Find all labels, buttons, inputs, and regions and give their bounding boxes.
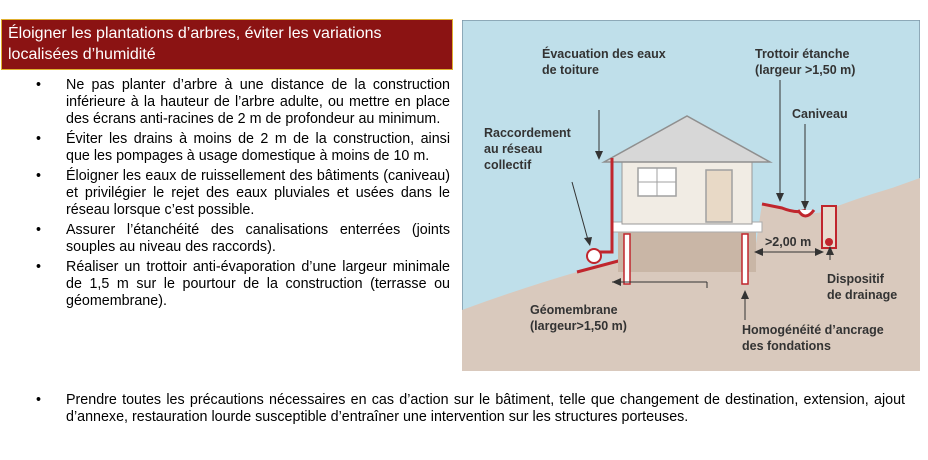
house-cross-section-diagram	[462, 20, 920, 371]
section-title	[1, 19, 453, 70]
label-drainage-1: Dispositif	[827, 272, 884, 286]
label-network-3: collectif	[484, 158, 532, 172]
label-roof-drainage: Évacuation des eaux	[542, 47, 666, 61]
label-geomembrane-1: Géomembrane	[530, 303, 618, 317]
label-sidewalk: Trottoir étanche	[755, 47, 850, 61]
label-gutter: Caniveau	[792, 107, 848, 121]
list-item: • Assurer l’étanchéité des canalisations enterrées (joints souples au niveau des raccords).	[0, 222, 450, 256]
network-connection	[587, 249, 601, 263]
list-item: • Réaliser un trottoir anti-évaporation d’une largeur minimale de 1,5 m sur le pourtour de la construction (terrasse ou géomembrane).	[0, 259, 450, 310]
label-network-1: Raccordement	[484, 126, 571, 140]
list-item: • Prendre toutes les précautions nécessaires en cas d’action sur le bâtiment, telle que changement de destination, extension, ajout d’annexe, restauration lourde susceptible d’entraîner une intervention sur les structures porteuses.	[0, 392, 905, 426]
label-network-2: au réseau	[484, 142, 543, 156]
list-item: • Éviter les drains à moins de 2 m de la construction, ainsi que les pompages à usage domestique à moins de 10 m.	[0, 131, 450, 165]
crawl-space	[618, 228, 756, 272]
list-item: • Ne pas planter d’arbre à une distance de la construction inférieure à la hauteur de l’arbre adulte, ou mettre en place des écrans anti-racines de 2 m de profondeur au minimum.	[0, 77, 450, 128]
label-sidewalk-2: (largeur >1,50 m)	[755, 63, 856, 77]
foundation-pile	[624, 234, 630, 284]
label-geomembrane-2: (largeur>1,50 m)	[530, 319, 627, 333]
section-title-line-1: Éloigner les plantations d’arbres, éviter les variations	[8, 25, 382, 42]
foundation-pile	[742, 234, 748, 284]
recommendation-list-bottom	[0, 392, 905, 426]
drain-pipe	[825, 238, 833, 246]
list-item: • Éloigner les eaux de ruissellement des bâtiments (caniveau) et privilégier le rejet des eaux pluviales et usées dans le réseau lorsque c’est possible.	[0, 168, 450, 219]
recommendation-list	[0, 77, 450, 313]
label-distance: >2,00 m	[765, 235, 812, 249]
label-drainage-2: de drainage	[827, 288, 898, 302]
section-title-line-2: localisées d’humidité	[8, 46, 156, 63]
house-door	[706, 170, 732, 222]
label-foundation-1: Homogénéité d’ancrage	[742, 323, 884, 337]
label-foundation-2: des fondations	[742, 339, 831, 353]
label-roof-drainage-2: de toiture	[542, 63, 599, 77]
